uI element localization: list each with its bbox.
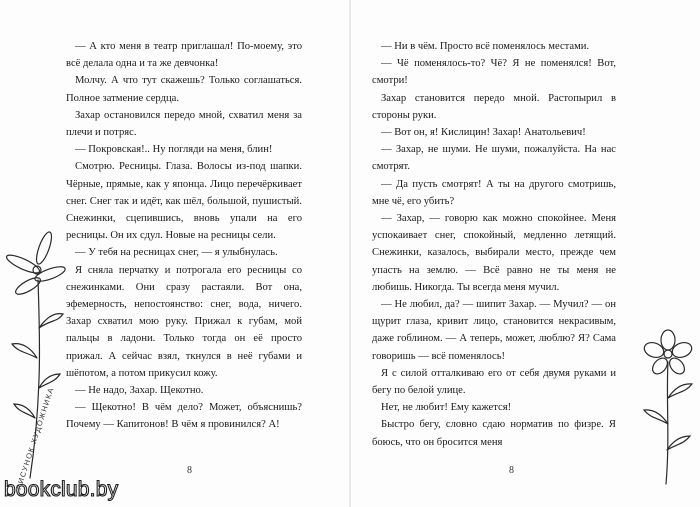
paragraph: Молчу. А что тут скажешь? Только соглашаться. Полное затмение сердца. xyxy=(66,75,302,104)
paragraph: — У тебя на ресницах снег, — я улыбнулась. xyxy=(75,247,278,259)
paragraph: — Вот он, я! Кислицин! Захар! Анатольевич! xyxy=(381,127,586,139)
right-page-number: 8 xyxy=(509,465,514,476)
paragraph: — Ни в чём. Просто всё поменялось местами. xyxy=(381,41,590,52)
left-page-number: 8 xyxy=(187,465,192,476)
right-page xyxy=(351,0,700,507)
paragraph: Быстро бегу, словно сдаю норматив по физре. Я боюсь, что он бросится меня xyxy=(372,419,616,448)
paragraph: — А кто меня в театр приглашал! По-моему, это всё делала одна и та же девчонка! xyxy=(66,41,302,70)
paragraph: — Не надо, Захар. Щекотно. xyxy=(75,385,204,397)
left-page xyxy=(0,0,349,507)
paragraph: Я с силой отталкиваю его от себя двумя руками и бегу по белой улице. xyxy=(372,367,616,397)
paragraph: — Захар, — говорю как можно спокойнее. Меня успокаивает снег, спокойный, медленно летящий. Снежинки, казалось, выбирали место, прежде чем упасть на землю. — Всё равно не ты меня не любишь. Никогда. Ты всегда меня мучил. xyxy=(372,213,616,293)
paragraph: — Щекотно! В чём дело? Может, объяснишь? Почему — Капитонов! В чём я провинился? А! xyxy=(66,402,302,431)
paragraph: Захар становится передо мной. Растопырил в стороны руки. xyxy=(372,92,616,121)
left-page-text xyxy=(66,38,302,434)
paragraph: — Покровская!.. Ну погляди на меня, блин! xyxy=(75,144,273,156)
flower-illustration-right xyxy=(636,328,700,486)
paragraph: — Не любил, да? — шипит Захар. — Мучил? — он щурит глаза, кривит лицо, становится некрасивым, даже гоблином. — А теперь, может, люблю? Я? Сама говоришь — всё поменялось! xyxy=(372,299,616,362)
paragraph: Смотрю. Ресницы. Глаза. Волосы из-под шапки. Чёрные, прямые, как у японца. Лицо перечёркивает снег. Снег так и идёт, как шёл, большой, пушистый. Снежинки, сцепившись, вновь упали на его ресницы. Он их сдул. Новые на ресницы сели. xyxy=(66,161,302,242)
paragraph: — Чё поменялось-то? Чё? Я не поменялся! Вот, смотри! xyxy=(372,58,616,87)
paragraph: — Захар, не шуми. Не шуми, пожалуйста. На нас смотрят. xyxy=(372,144,616,173)
paragraph: Я сняла перчатку и потрогала его ресницы со снежинками. Они сразу растаяли. Вот она, эфемерность, непостоянство: снег, вода, ничего. Захар схватил мою руку. Прижал к губам, мой пальцы в ладони. Только тогда он её просто прижал. А сейчас взял, ткнулся в неё губами и шёпотом, а потом прикусил кожу. xyxy=(66,264,302,379)
bookclub-watermark: bookclub.by xyxy=(4,478,119,501)
paragraph: Нет, не любит! Ему кажется! xyxy=(381,402,512,414)
illustrator-credit: РИСУНОК ХУДОЖНИКА xyxy=(14,385,56,491)
right-page-text xyxy=(372,38,616,451)
paragraph: — Да пусть смотрят! А ты на другого смотришь, мне чё, его убить? xyxy=(372,178,616,207)
paragraph: Захар остановился передо мной, схватил меня за плечи и потряс. xyxy=(66,109,302,139)
